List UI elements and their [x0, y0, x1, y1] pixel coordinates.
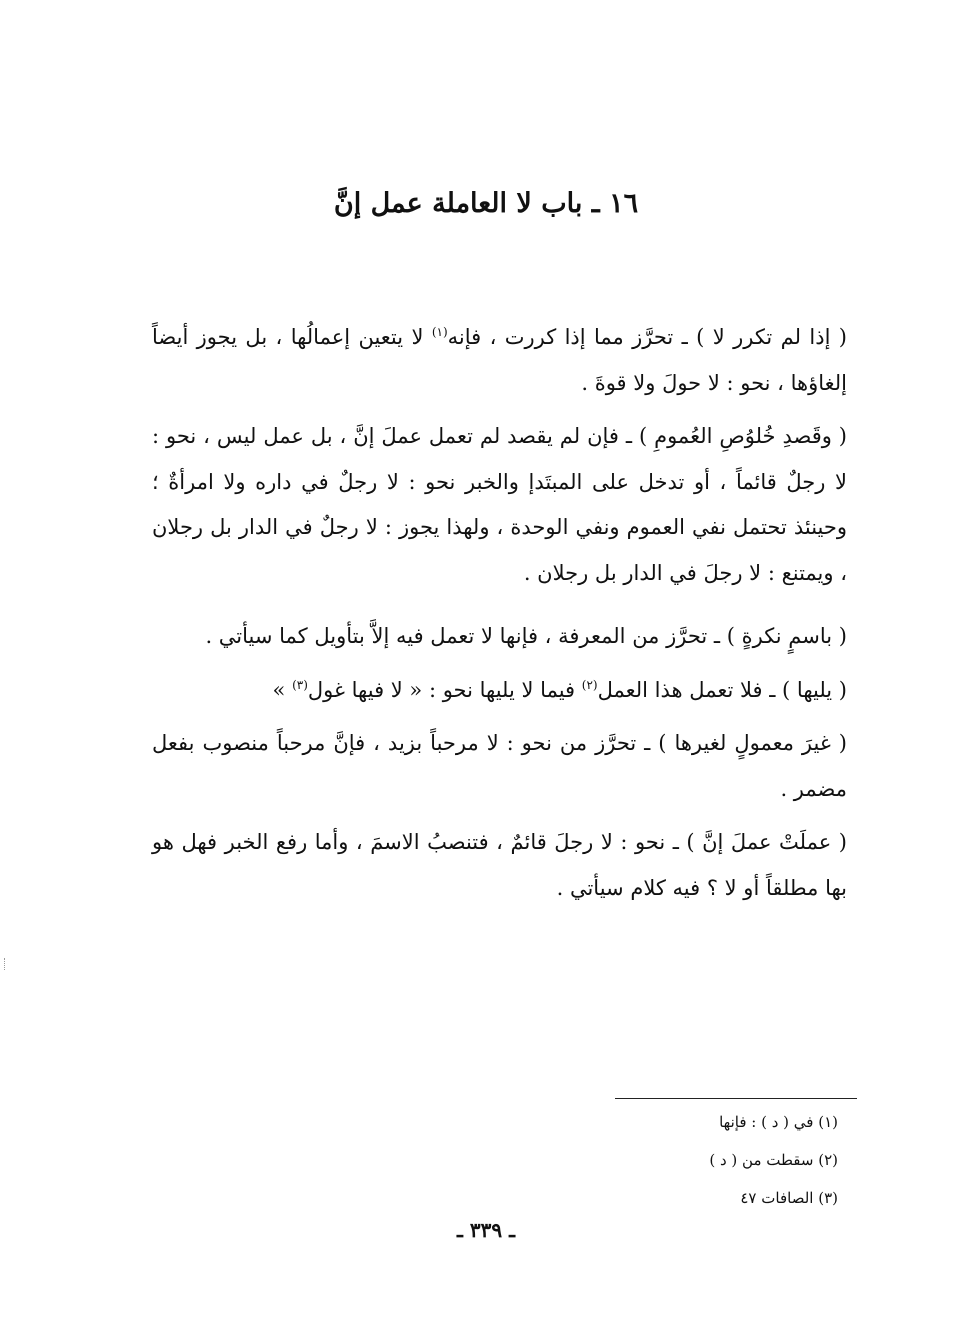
paragraph-text: ( وقَصدِ خُلوُصِ العُمومِ ) ـ فإن لم يقصد لم تعمل عملَ إنَّ ، بل عمل ليس ، نحو : لا رجلٌ قائماً ، أو تدخل على المبتَدإ والخبر نحو : لا رجلٌ في داره ولا امرأةٌ ؛ وحينئذ تحتمل نفي العموم ونفي الوحدة ، ولهذا يجوز : لا رجلٌ في الدار بل رجلان ، ويمتنع : لا رجلَ في الدار بل رجلان . [152, 424, 847, 585]
page-number: ـ ٣٣٩ ـ [457, 1218, 515, 1242]
paragraph-2 [152, 414, 847, 596]
main-text [152, 315, 847, 919]
footnote-2: (٢) سقطت من ( د ) [709, 1151, 838, 1169]
paragraph-text: ( غيرَ معمولٍ لغيرها ) ـ تحرَّز من نحو : لا مرحباً بزيد ، فإنَّ مرحباً منصوب بفعل مضمر . [152, 731, 847, 801]
paragraph-1 [152, 315, 847, 406]
footnote-ref-3: (٣) [292, 677, 308, 692]
scan-edge-mark [4, 958, 9, 970]
paragraph-4 [152, 668, 847, 714]
paragraph-3 [152, 614, 847, 660]
paragraph-text: ( إذا لم تكرر لا ) ـ تحرَّز مما إذا كررت ، فإنه [447, 325, 847, 349]
footnotes [500, 1103, 838, 1217]
paragraph-6 [152, 820, 847, 911]
paragraph-text: ( يليها ) ـ فلا تعمل هذا العمل [597, 677, 847, 702]
chapter-heading: ١٦ ـ باب لا العاملة عمل إنَّ [333, 188, 639, 219]
footnote-divider [615, 1098, 857, 1099]
footnote-1: (١) في ( د ) : فإنها [719, 1113, 838, 1131]
paragraph-text: فيما لا يليها نحو : « لا فيها غول [307, 677, 582, 702]
footnote-ref-2: (٢) [581, 677, 598, 692]
footnote-ref-1: (١) [431, 325, 448, 339]
paragraph-5 [152, 721, 847, 812]
paragraph-text: ( باسمٍ نكرةٍ ) ـ تحرَّز من المعرفة ، فإنها لا تعمل فيه إلاَّ بتأويل كما سيأتي . [205, 624, 847, 648]
paragraph-text: لا يتعين إعمالُها ، بل يجوز أيضاً إلغاؤها ، نحو : لا حولَ ولا قوةَ . [152, 325, 847, 395]
paragraph-text: ( عملَتْ عملَ إنَّ ) ـ نحو : لا رجلَ قائمٌ ، فتنصبُ الاسمَ ، وأما رفع الخبر فهل هو بها مطلقاً أو لا ؟ فيه كلام سيأتي . [152, 830, 847, 900]
footnote-3: (٣) الصافات ٤٧ [740, 1189, 838, 1207]
paragraph-text: » [272, 677, 293, 702]
